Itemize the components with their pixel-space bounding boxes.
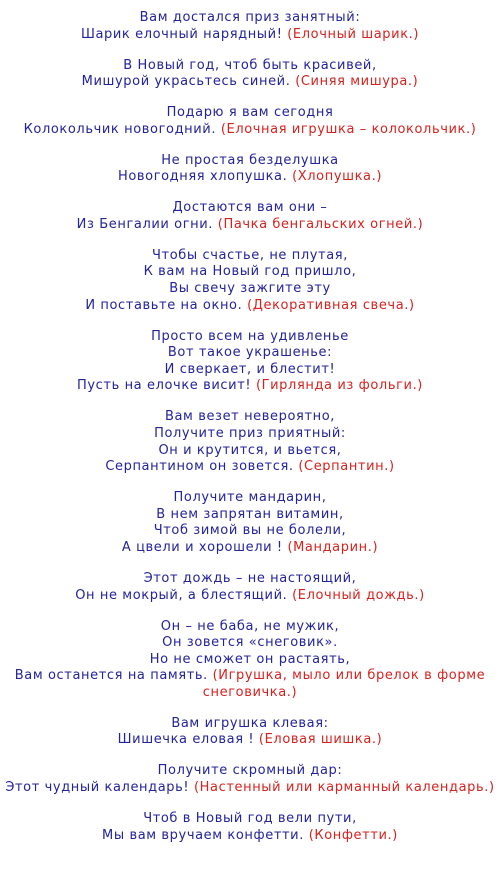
verse-line [0,10,500,27]
verse-line [0,362,500,379]
prize-answer: (Настенный или карманный календарь.) [193,780,495,796]
verse-text: Он – не баба, не мужик, [160,618,340,634]
verse-text: Не простая безделушка [161,152,339,168]
prize-answer: (Серпантин.) [298,459,395,475]
verse-text: Он и крутится, и вьется, [158,442,342,458]
verse-stanza-13 [0,763,500,796]
verse-text: Мы вам вручаем конфетти. [102,827,304,843]
verse-text: Получите приз приятный: [154,426,346,442]
verse-text: Новогодняя хлопушка. [117,169,288,185]
verse-last-line [0,27,500,44]
verse-line [0,635,500,652]
verse-text: Из Бенгалии огни. [76,216,214,232]
verse-last-line [0,540,500,557]
verse-text: Шишечка еловая ! [117,732,255,748]
verse-text: К вам на Новый год пришло, [143,264,357,280]
verse-line [0,507,500,524]
verse-line [0,264,500,281]
verse-line [0,281,500,298]
verse-text: Этот дождь – не настоящий, [143,570,357,586]
verse-stanza-2 [0,58,500,91]
verse-line [0,443,500,460]
verse-text: А цвели и хорошели ! [121,539,283,555]
verse-text: Он зовется «снеговик». [162,635,338,651]
verse-line [0,409,500,426]
verse-line [0,329,500,346]
prize-answer: (Елочный шарик.) [287,26,420,42]
verse-line [0,248,500,265]
verse-text: Чтобы счастье, не плутая, [152,247,348,263]
verse-line [0,571,500,588]
verse-stanza-14 [0,811,500,844]
greeting-verses-document [0,10,500,859]
verse-last-line [0,588,500,605]
verse-text: Получите скромный дар: [157,763,343,779]
verse-stanza-1 [0,10,500,43]
verse-line [0,490,500,507]
verse-line [0,763,500,780]
prize-answer: (Хлопушка.) [292,169,383,185]
prize-answer: (Декоративная свеча.) [247,297,415,313]
verse-line [0,58,500,75]
verse-stanza-5 [0,200,500,233]
verse-stanza-8 [0,409,500,475]
verse-stanza-4 [0,153,500,186]
verse-stanza-11 [0,619,500,702]
verse-last-line [0,459,500,476]
prize-answer: (Мандарин.) [287,539,379,555]
verse-text: В нем запрятан витамин, [156,506,344,522]
verse-text: Серпантином он зовется. [105,459,294,475]
verse-last-line [0,217,500,234]
verse-last-line [0,298,500,315]
verse-text: И поставьте на окно. [85,297,243,313]
verse-text: Вам останется на память. [14,668,208,684]
verse-line [0,716,500,733]
verse-line [0,426,500,443]
prize-answer: (Елочная игрушка – колокольчик.) [220,121,477,137]
verse-text: Вам везет невероятно, [164,409,336,425]
prize-answer: (Синяя мишура.) [295,74,419,90]
verse-line [0,523,500,540]
prize-answer: (Гирлянда из фольги.) [255,378,423,394]
verse-last-line [0,828,500,845]
verse-line [0,811,500,828]
verse-text: Пусть на елочке висит! [77,378,252,394]
verse-stanza-9 [0,490,500,556]
prize-answer: (Елочный дождь.) [292,587,425,603]
verse-stanza-12 [0,716,500,749]
verse-last-line [0,668,500,701]
verse-line [0,652,500,669]
verse-last-line [0,780,500,797]
verse-text: Шарик елочный нарядный! [80,26,283,42]
verse-text: Вы свечу зажгите эту [169,281,331,297]
verse-stanza-7 [0,329,500,395]
verse-last-line [0,378,500,395]
verse-text: В Новый год, чтоб быть красивей, [123,57,377,73]
verse-line [0,200,500,217]
verse-text: И сверкает, и блестит! [164,361,336,377]
prize-answer: (Конфетти.) [308,827,398,843]
verse-text: Вам игрушка клевая: [171,715,329,731]
verse-stanza-3 [0,105,500,138]
verse-stanza-10 [0,571,500,604]
verse-last-line [0,122,500,139]
verse-last-line [0,732,500,749]
prize-answer: (Пачка бенгальских огней.) [217,216,424,232]
verse-last-line [0,169,500,186]
verse-text: Чтоб в Новый год вели пути, [143,811,357,827]
verse-line [0,153,500,170]
prize-answer: (Игрушка, мыло или брелок в форме снеговичка.) [202,668,486,700]
verse-last-line [0,74,500,91]
verse-line [0,345,500,362]
verse-stanza-6 [0,248,500,314]
prize-answer: (Еловая шишка.) [258,732,383,748]
verse-text: Он не мокрый, а блестящий. [75,587,288,603]
verse-text: Подарю я вам сегодня [166,105,334,121]
verse-text: Но не сможет он растаять, [149,651,351,667]
verse-text: Вам достался приз занятный: [139,10,361,25]
verse-text: Вот такое украшенье: [167,345,333,361]
verse-text: Достаются вам они – [172,200,328,216]
verse-text: Просто всем на удивленье [151,328,349,344]
verse-text: Этот чудный календарь! [5,780,190,796]
verse-line [0,619,500,636]
verse-line [0,105,500,122]
verse-text: Получите мандарин, [173,490,327,506]
verse-text: Чтоб зимой вы не болели, [153,523,347,539]
verse-text: Колокольчик новогодний. [23,121,217,137]
verse-text: Мишурой украсьтесь синей. [81,74,291,90]
